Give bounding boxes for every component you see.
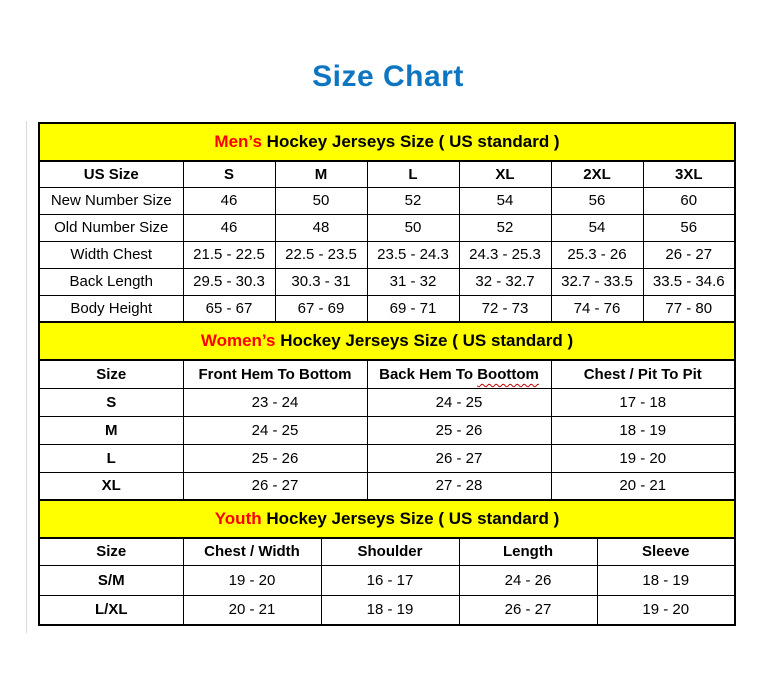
table-row — [39, 595, 735, 625]
youth-banner-rest: Hockey Jerseys Size ( US standard ) — [261, 509, 560, 528]
table-cell: 26 - 27 — [183, 472, 367, 500]
table-cell: 65 - 67 — [183, 295, 275, 322]
table-cell: 19 - 20 — [183, 565, 321, 595]
mens-header-row — [39, 161, 735, 187]
mens-col-header: XL — [459, 161, 551, 187]
table-cell: 52 — [459, 214, 551, 241]
row-label: L — [39, 444, 183, 472]
table-cell: 50 — [367, 214, 459, 241]
table-cell: 18 - 19 — [551, 416, 735, 444]
table-cell: 24 - 25 — [183, 416, 367, 444]
row-label: S/M — [39, 565, 183, 595]
table-cell: 50 — [275, 187, 367, 214]
table-cell: 24 - 26 — [459, 565, 597, 595]
womens-banner-highlight: Women’s — [200, 331, 276, 350]
womens-col-header — [367, 360, 551, 388]
table-cell: 23 - 24 — [183, 388, 367, 416]
mens-col-header: US Size — [39, 161, 183, 187]
womens-banner-row — [39, 322, 735, 360]
womens-banner — [39, 322, 735, 360]
table-cell: 26 - 27 — [367, 444, 551, 472]
table-cell: 19 - 20 — [551, 444, 735, 472]
size-chart-table — [38, 122, 736, 626]
table-row — [39, 214, 735, 241]
row-label: Width Chest — [39, 241, 183, 268]
youth-col-header: Length — [459, 538, 597, 565]
table-cell: 24.3 - 25.3 — [459, 241, 551, 268]
table-row — [39, 295, 735, 322]
mens-banner — [39, 123, 735, 161]
table-cell: 26 - 27 — [643, 241, 735, 268]
table-cell: 17 - 18 — [551, 388, 735, 416]
table-cell: 60 — [643, 187, 735, 214]
table-cell: 33.5 - 34.6 — [643, 268, 735, 295]
table-row — [39, 444, 735, 472]
row-label: Back Length — [39, 268, 183, 295]
table-cell: 46 — [183, 214, 275, 241]
table-cell: 26 - 27 — [459, 595, 597, 625]
table-row — [39, 388, 735, 416]
womens-col-header: Chest / Pit To Pit — [551, 360, 735, 388]
table-cell: 21.5 - 22.5 — [183, 241, 275, 268]
gridline-artifact — [26, 121, 27, 633]
womens-col-back-hem-misspelled: Boottom — [477, 365, 539, 383]
table-cell: 67 - 69 — [275, 295, 367, 322]
table-row — [39, 416, 735, 444]
table-cell: 69 - 71 — [367, 295, 459, 322]
row-label: Old Number Size — [39, 214, 183, 241]
womens-col-back-hem-prefix: Back Hem To — [379, 365, 478, 383]
table-row — [39, 268, 735, 295]
table-cell: 74 - 76 — [551, 295, 643, 322]
page-title: Size Chart — [312, 60, 464, 93]
table-cell: 20 - 21 — [551, 472, 735, 500]
youth-banner-row — [39, 500, 735, 538]
table-cell: 24 - 25 — [367, 388, 551, 416]
row-label: Body Height — [39, 295, 183, 322]
mens-col-header: 2XL — [551, 161, 643, 187]
womens-col-header: Front Hem To Bottom — [183, 360, 367, 388]
table-cell: 23.5 - 24.3 — [367, 241, 459, 268]
row-label: New Number Size — [39, 187, 183, 214]
mens-col-header: L — [367, 161, 459, 187]
table-cell: 32 - 32.7 — [459, 268, 551, 295]
mens-banner-highlight: Men’s — [214, 132, 262, 151]
table-cell: 29.5 - 30.3 — [183, 268, 275, 295]
table-row — [39, 187, 735, 214]
table-cell: 22.5 - 23.5 — [275, 241, 367, 268]
table-cell: 18 - 19 — [597, 565, 735, 595]
youth-banner — [39, 500, 735, 538]
womens-header-row — [39, 360, 735, 388]
youth-col-header: Shoulder — [321, 538, 459, 565]
youth-col-header: Sleeve — [597, 538, 735, 565]
mens-col-header: S — [183, 161, 275, 187]
table-cell: 54 — [551, 214, 643, 241]
mens-banner-row — [39, 123, 735, 161]
row-label: XL — [39, 472, 183, 500]
womens-banner-rest: Hockey Jerseys Size ( US standard ) — [275, 331, 574, 350]
table-cell: 32.7 - 33.5 — [551, 268, 643, 295]
mens-banner-rest: Hockey Jerseys Size ( US standard ) — [261, 132, 560, 151]
youth-col-header: Chest / Width — [183, 538, 321, 565]
table-cell: 20 - 21 — [183, 595, 321, 625]
table-cell: 54 — [459, 187, 551, 214]
mens-col-header: M — [275, 161, 367, 187]
youth-banner-highlight: Youth — [214, 509, 262, 528]
table-cell: 19 - 20 — [597, 595, 735, 625]
table-cell: 52 — [367, 187, 459, 214]
table-cell: 27 - 28 — [367, 472, 551, 500]
table-cell: 18 - 19 — [321, 595, 459, 625]
womens-col-header: Size — [39, 360, 183, 388]
table-row — [39, 565, 735, 595]
table-cell: 25 - 26 — [367, 416, 551, 444]
table-cell: 30.3 - 31 — [275, 268, 367, 295]
row-label: M — [39, 416, 183, 444]
table-cell: 48 — [275, 214, 367, 241]
mens-col-header: 3XL — [643, 161, 735, 187]
table-cell: 31 - 32 — [367, 268, 459, 295]
row-label: S — [39, 388, 183, 416]
table-row — [39, 241, 735, 268]
table-cell: 72 - 73 — [459, 295, 551, 322]
youth-col-header: Size — [39, 538, 183, 565]
table-cell: 25 - 26 — [183, 444, 367, 472]
table-cell: 77 - 80 — [643, 295, 735, 322]
table-cell: 16 - 17 — [321, 565, 459, 595]
table-cell: 56 — [551, 187, 643, 214]
table-cell: 46 — [183, 187, 275, 214]
table-cell: 25.3 - 26 — [551, 241, 643, 268]
table-row — [39, 472, 735, 500]
youth-header-row — [39, 538, 735, 565]
table-cell: 56 — [643, 214, 735, 241]
row-label: L/XL — [39, 595, 183, 625]
